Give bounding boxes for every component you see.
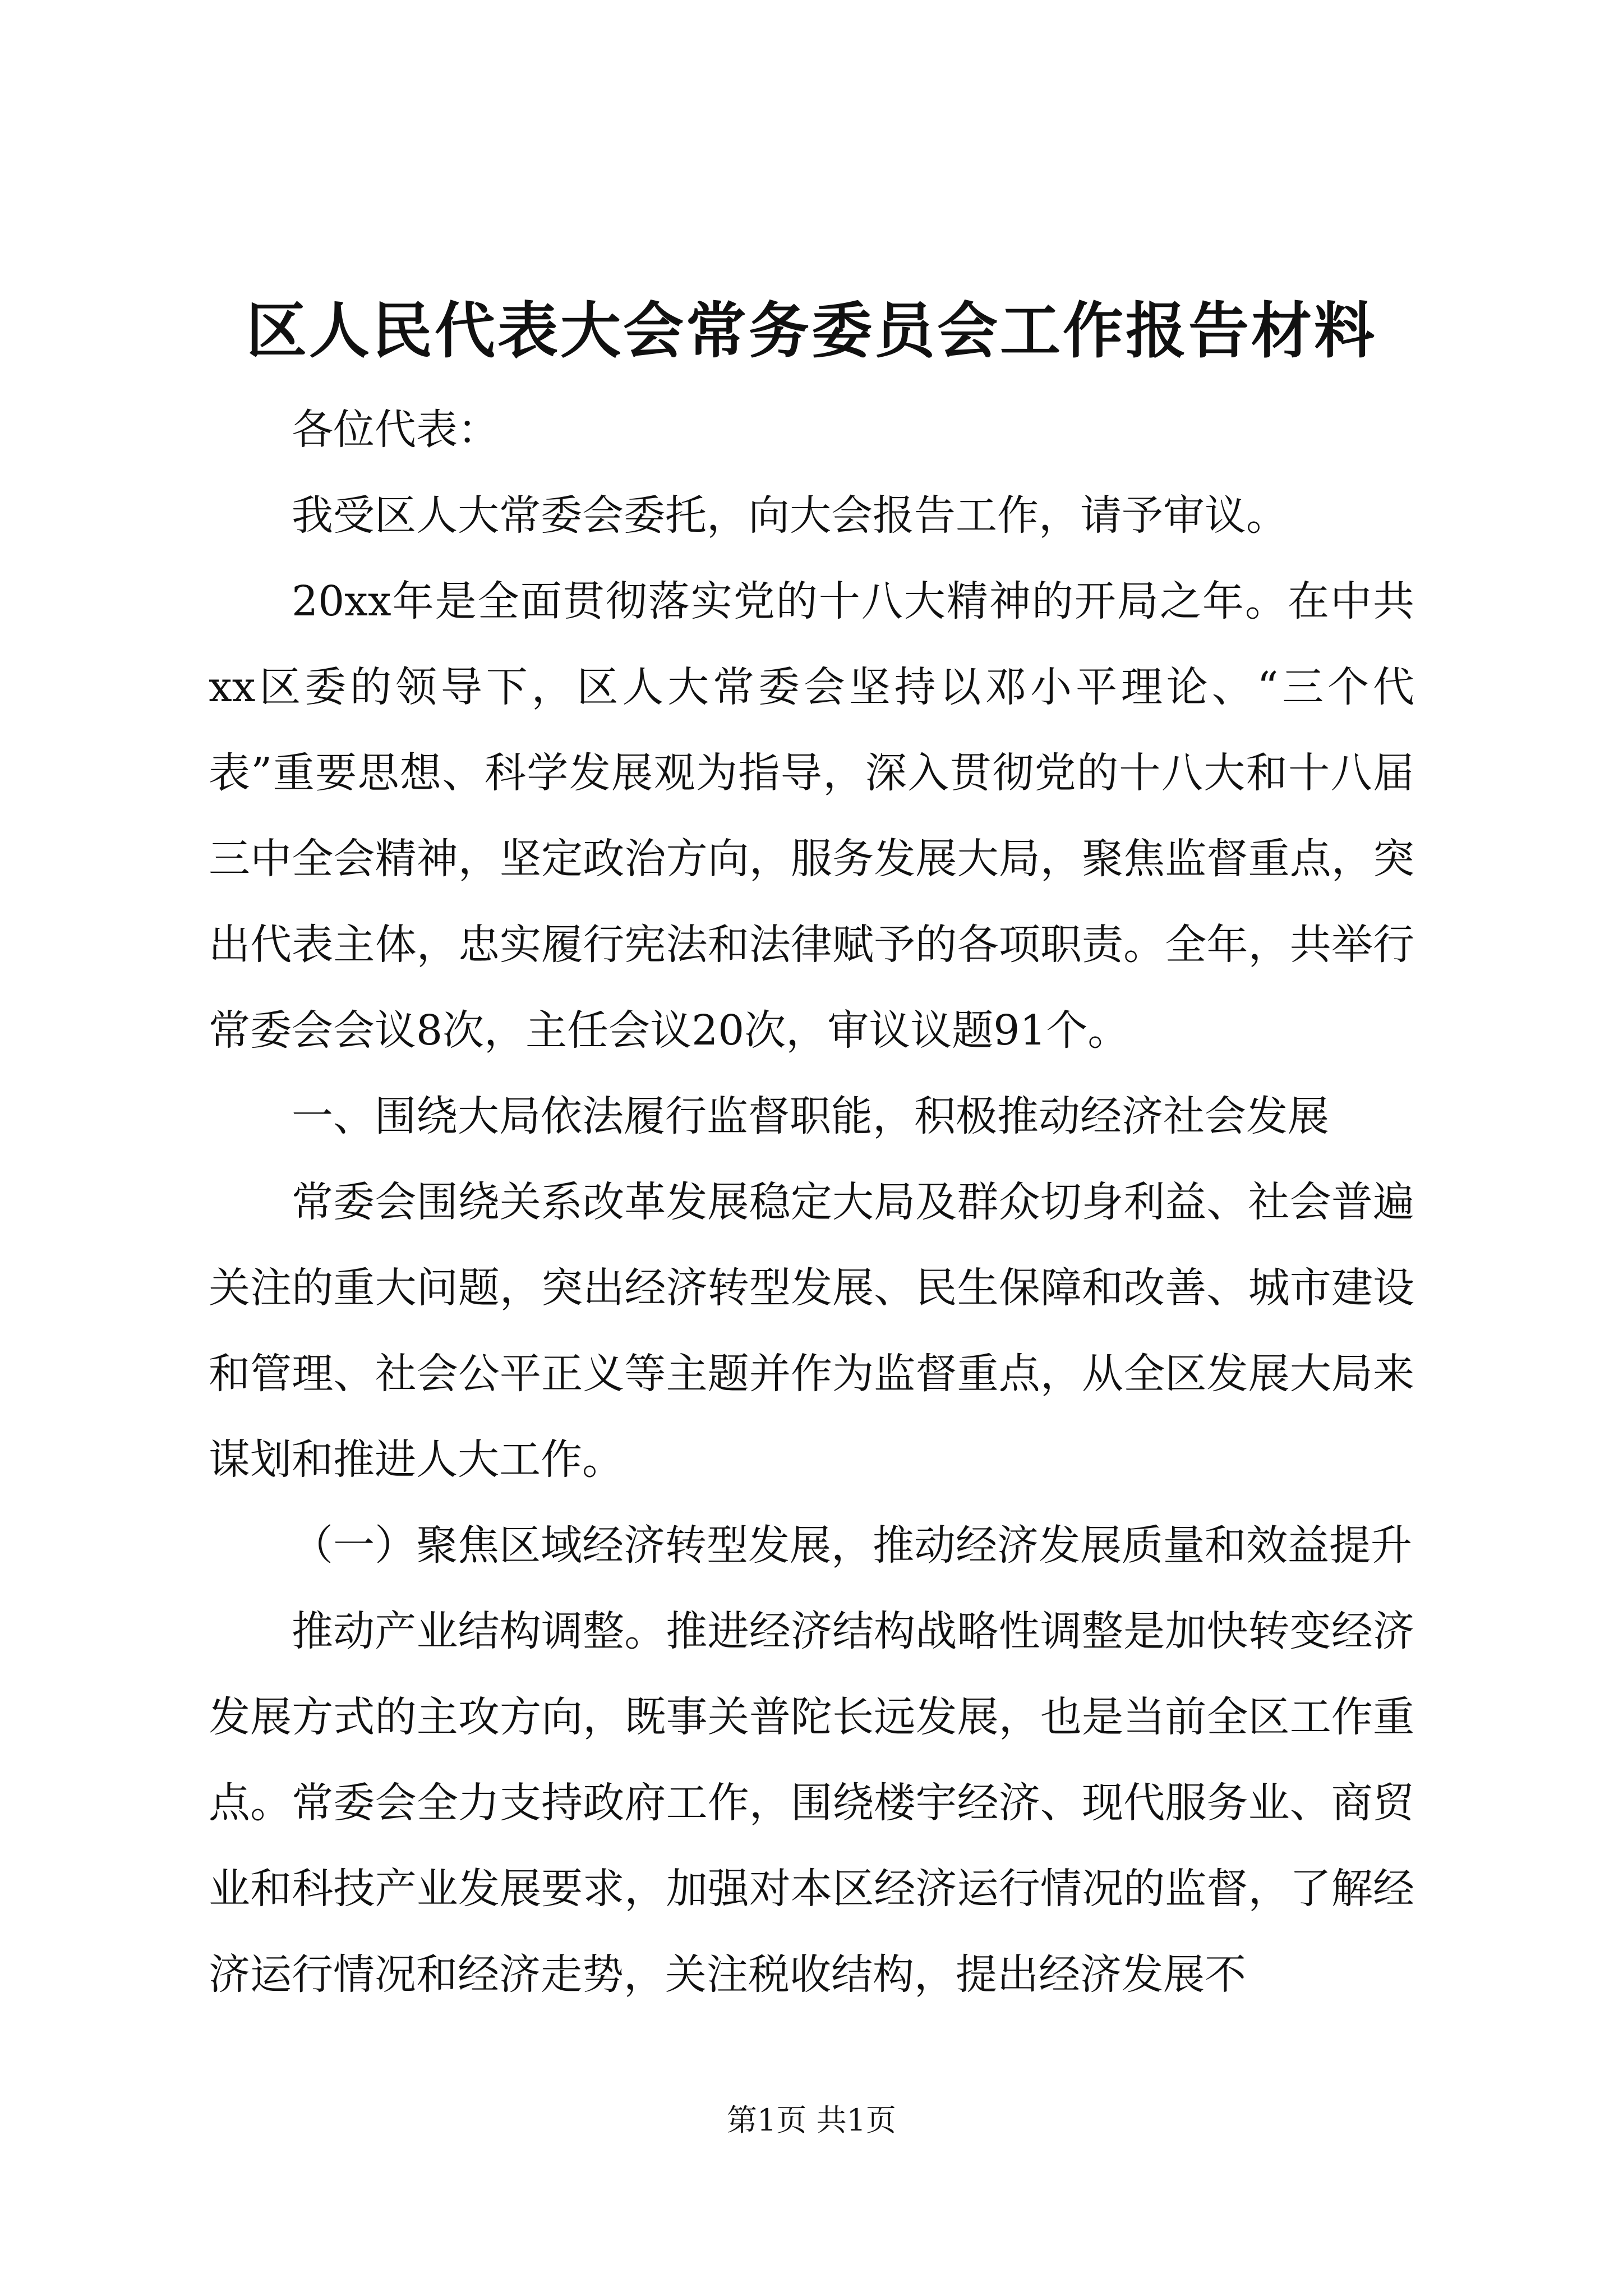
- document-title: 区人民代表大会常务委员会工作报告材料: [246, 296, 1377, 366]
- body-paragraph: 常委会围绕关系改革发展稳定大局及群众切身利益、社会普遍关注的重大问题，突出经济转型发展、民生保障和改善、城市建设和管理、社会公平正义等主题并作为监督重点，从全区发展大局来谋划和推进人大工作。: [209, 1178, 1414, 1484]
- body-paragraph: 20xx年是全面贯彻落实党的十八大精神的开局之年。在中共xx区委的领导下，区人大常委会坚持以邓小平理论、“三个代表”重要思想、科学发展观为指导，深入贯彻党的十八大和十八届三中全会精神，坚定政治方向，服务发展大局，聚焦监督重点，突出代表主体，忠实履行宪法和法律赋予的各项职责。全年，共举行常委会会议8次，主任会议20次，审议议题91个。: [209, 577, 1414, 1055]
- page-footer: 第1页 共1页: [727, 2102, 896, 2138]
- subsection-heading: （一）聚焦区域经济转型发展，推动经济发展质量和效益提升: [292, 1521, 1412, 1570]
- salutation-paragraph: 各位代表：: [292, 406, 499, 454]
- document-body: [209, 387, 1414, 2018]
- section-heading: 一、围绕大局依法履行监督职能，积极推动经济社会发展: [292, 1092, 1329, 1140]
- body-paragraph: 推动产业结构调整。推进经济结构战略性调整是加快转变经济发展方式的主攻方向，既事关普陀长远发展，也是当前全区工作重点。常委会全力支持政府工作，围绕楼宇经济、现代服务业、商贸业和科技产业发展要求，加强对本区经济运行情况的监督，了解经济运行情况和经济走势，关注税收结构，提出经济发展不: [209, 1607, 1414, 1999]
- body-paragraph: 我受区人大常委会委托，向大会报告工作，请予审议。: [292, 491, 1288, 540]
